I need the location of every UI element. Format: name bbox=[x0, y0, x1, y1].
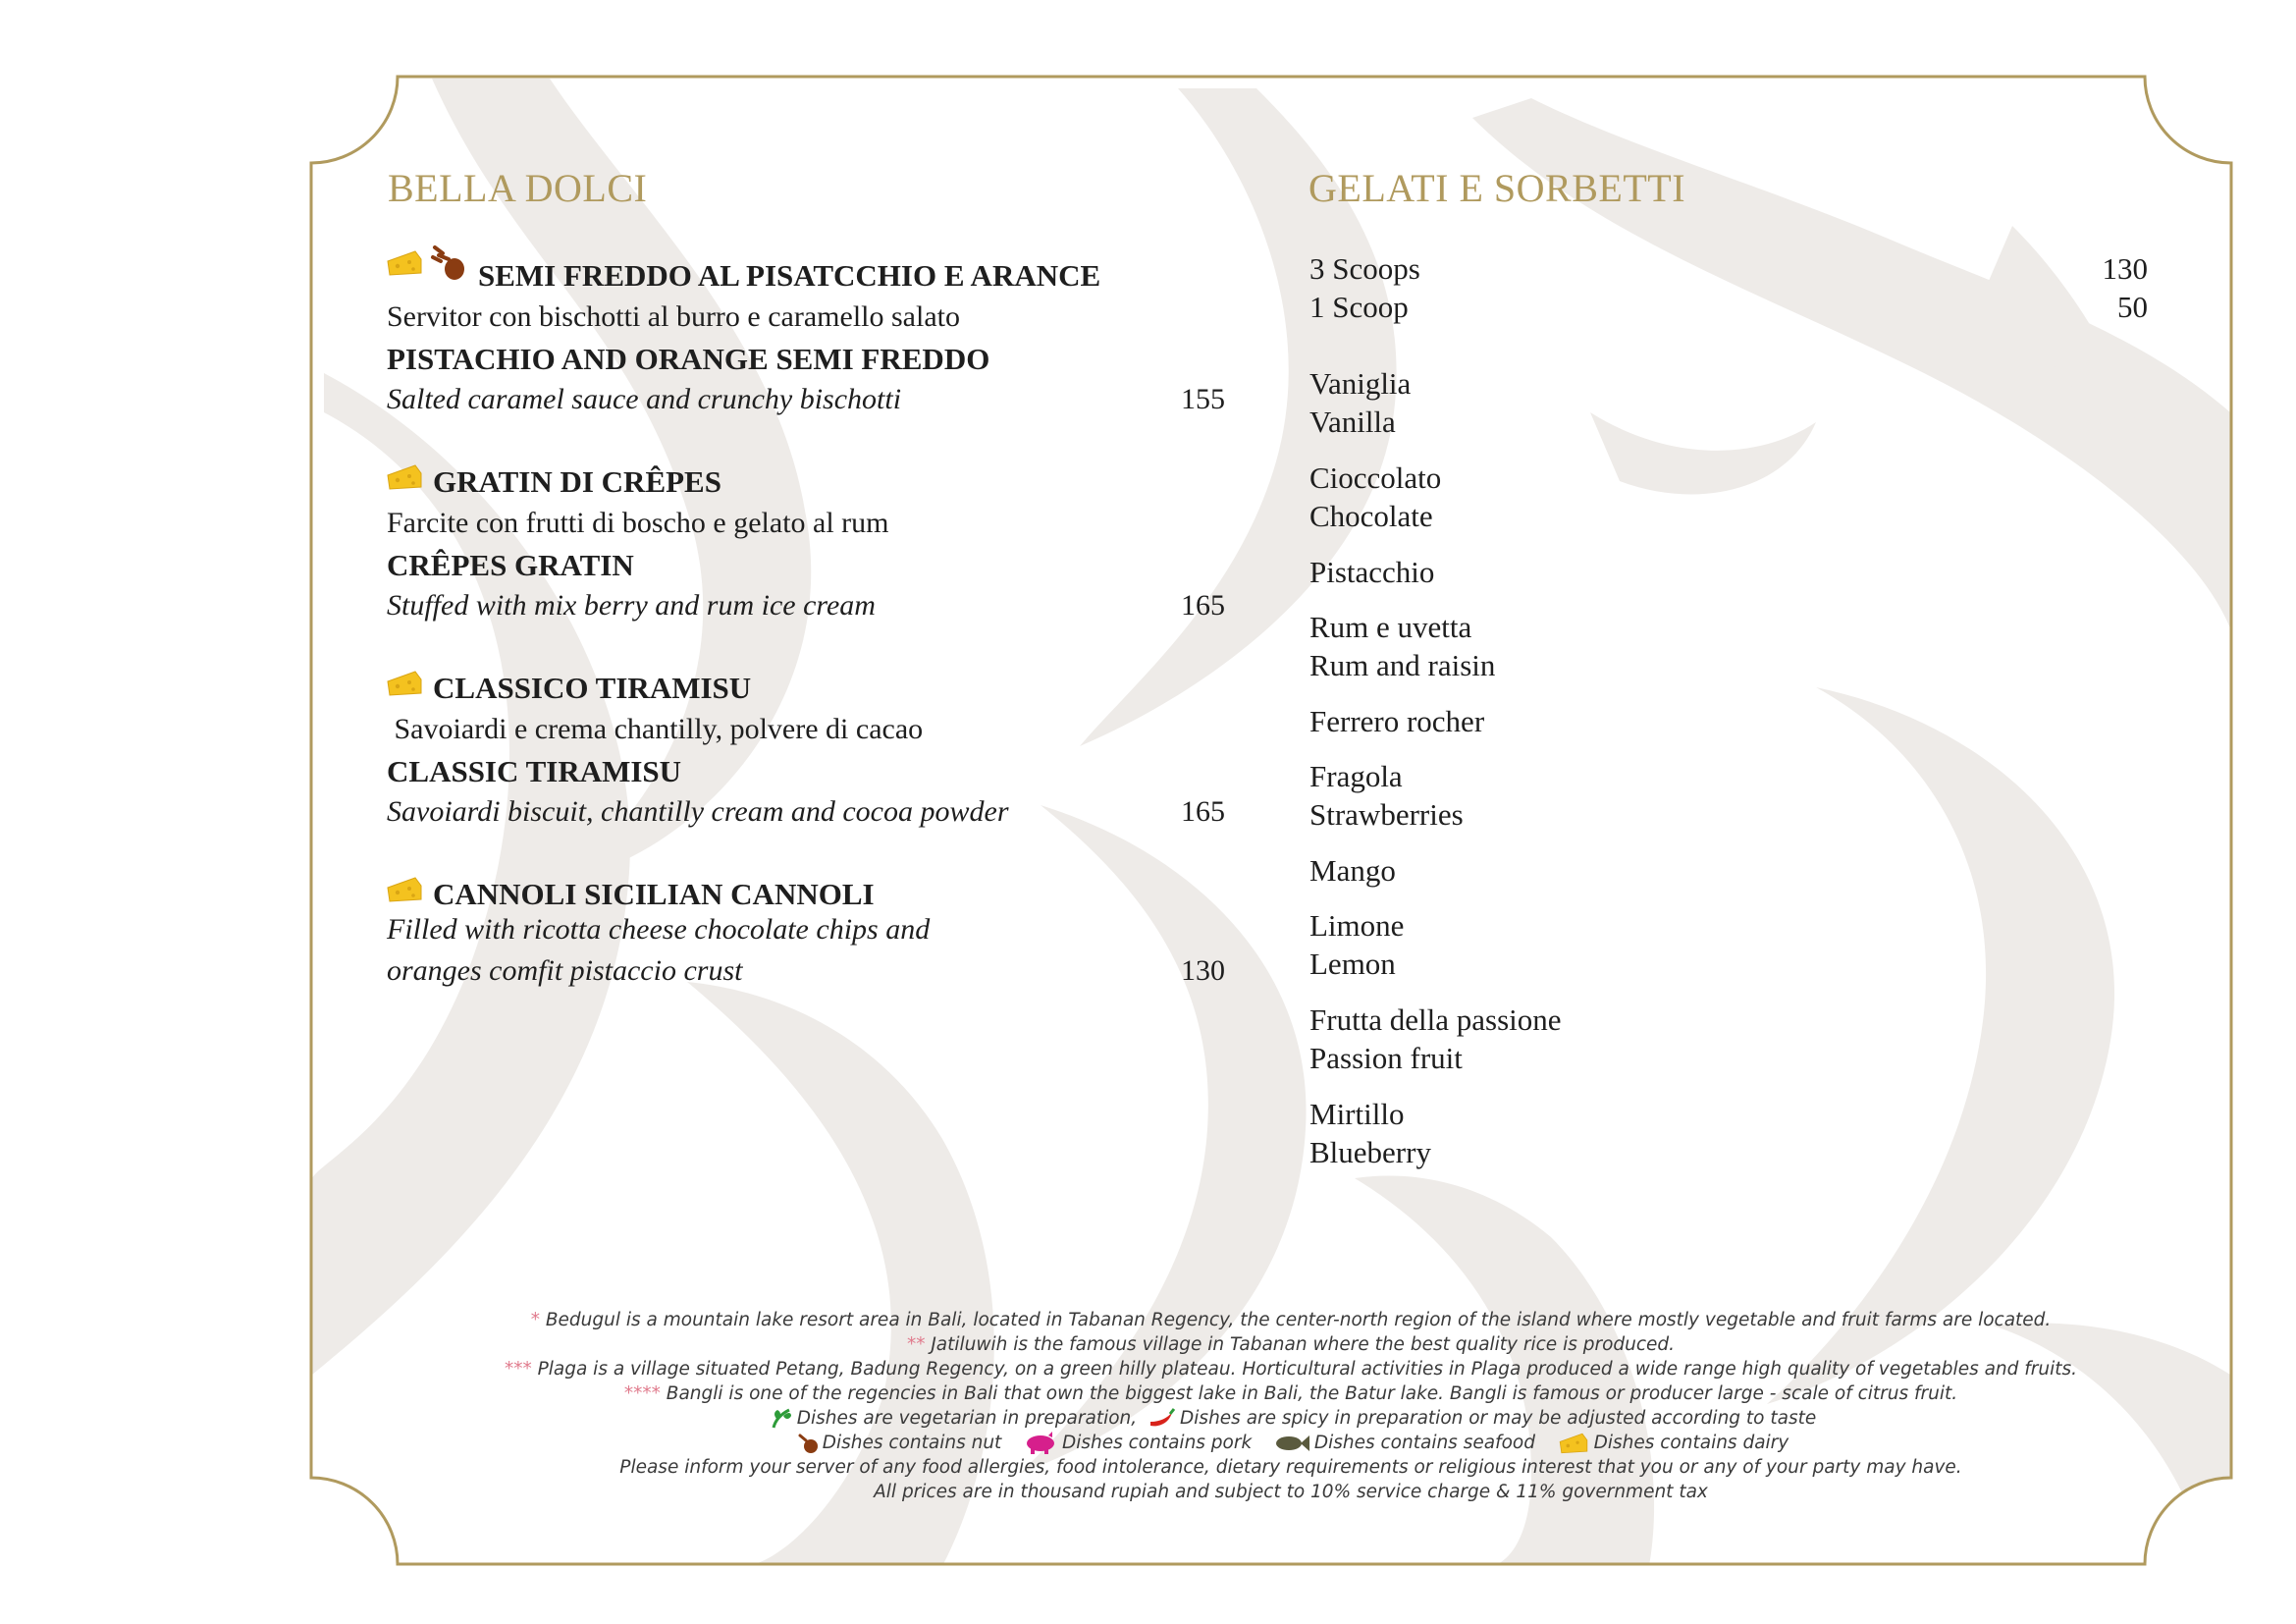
dish-english-description: oranges comfit pistaccio crust bbox=[387, 954, 743, 987]
cheese-icon bbox=[386, 247, 423, 279]
dish-english-title: CLASSIC TIRAMISU bbox=[387, 754, 682, 788]
dish-4-icons bbox=[386, 874, 423, 905]
dish-price: 165 bbox=[1181, 795, 1225, 828]
scoop-price: 50 bbox=[2117, 290, 2148, 324]
flavour-italian: Cioccolato bbox=[1309, 460, 1442, 495]
fish-icon bbox=[1273, 1433, 1310, 1454]
scoop-label: 1 Scoop bbox=[1309, 290, 1409, 324]
dish-1-icons bbox=[386, 244, 468, 287]
dish-price: 130 bbox=[1181, 954, 1225, 987]
footnote-bangli bbox=[324, 1381, 2258, 1406]
flavour-italian: Frutta della passione bbox=[1309, 1002, 1562, 1037]
footnote-text: Jatiluwih is the famous village in Tabanan where the best quality rice is produced. bbox=[925, 1334, 1676, 1355]
dish-english-description: Savoiardi biscuit, chantilly cream and cocoa powder bbox=[387, 795, 1009, 828]
section-heading-bella-dolci: BELLA DOLCI bbox=[388, 166, 648, 210]
asterisk: ** bbox=[906, 1334, 926, 1355]
dish-price: 155 bbox=[1181, 383, 1225, 415]
cheese-icon bbox=[386, 874, 423, 905]
footnote-text: Plaga is a village situated Petang, Badung Regency, on a green hilly plateau. Horticultural activities in Plaga produced a wide range high quality of vegetables and fruits. bbox=[531, 1359, 2078, 1380]
legend-line-2 bbox=[324, 1431, 2258, 1456]
vegetarian-icon bbox=[770, 1408, 793, 1430]
pig-icon bbox=[1023, 1432, 1058, 1455]
chili-icon bbox=[1147, 1408, 1176, 1430]
flavour-italian: Rum e uvetta bbox=[1309, 610, 1472, 644]
flavour-english: Passion fruit bbox=[1309, 1041, 1463, 1075]
dish-2-icons bbox=[386, 461, 423, 493]
flavour-italian: Pistacchio bbox=[1309, 555, 1435, 589]
flavour-english: Rum and raisin bbox=[1309, 648, 1496, 682]
legend-spicy: Dishes are spicy in preparation or may be adjusted according to taste bbox=[1180, 1408, 1817, 1429]
flavour-english: Vanilla bbox=[1309, 405, 1396, 439]
flavour-english: Chocolate bbox=[1309, 499, 1433, 533]
dish-title: GRATIN DI CRÊPES bbox=[433, 464, 721, 499]
dish-price: 165 bbox=[1181, 589, 1225, 622]
asterisk: *** bbox=[504, 1359, 532, 1380]
legend-dairy: Dishes contains dairy bbox=[1593, 1433, 1789, 1453]
dish-english-description: Filled with ricotta cheese chocolate chips and bbox=[387, 913, 931, 946]
footnote-text: Bedugul is a mountain lake resort area in Bali, located in Tabanan Regency, the center-north region of the island where mostly vegetable and fruit farms are located. bbox=[539, 1310, 2052, 1330]
flavour-italian: Ferrero rocher bbox=[1309, 704, 1485, 738]
legend-vegetarian: Dishes are vegetarian in preparation, bbox=[796, 1408, 1138, 1429]
legend-nut: Dishes contains nut bbox=[822, 1433, 1002, 1453]
flavour-english: Strawberries bbox=[1309, 797, 1464, 832]
price-notice: All prices are in thousand rupiah and subject to 10% service charge & 11% government tax bbox=[874, 1482, 1708, 1502]
legend-pork: Dishes contains pork bbox=[1061, 1433, 1253, 1453]
flavour-italian: Fragola bbox=[1309, 759, 1403, 793]
dish-title: CLASSICO TIRAMISU bbox=[433, 671, 752, 705]
legend-seafood: Dishes contains seafood bbox=[1313, 1433, 1535, 1453]
scoop-label: 3 Scoops bbox=[1309, 251, 1420, 286]
flavour-italian: Limone bbox=[1309, 908, 1405, 943]
dish-english-title: CRÊPES GRATIN bbox=[387, 548, 634, 582]
legend-line-1 bbox=[324, 1406, 2258, 1431]
dish-italian-description: Savoiardi e crema chantilly, polvere di cacao bbox=[387, 713, 924, 745]
flavour-english: Lemon bbox=[1309, 947, 1396, 981]
asterisk: * bbox=[530, 1310, 540, 1330]
nut-icon bbox=[427, 244, 468, 283]
dish-title: CANNOLI SICILIAN CANNOLI bbox=[433, 877, 875, 911]
dish-title: SEMI FREDDO AL PISATCCHIO E ARANCE bbox=[478, 258, 1101, 293]
allergy-notice: Please inform your server of any food allergies, food intolerance, dietary requirements or religious interest that you or any of your party may have. bbox=[619, 1457, 1962, 1478]
dish-italian-description: Servitor con bischotti al burro e caramello salato bbox=[387, 300, 960, 333]
cheese-icon bbox=[1557, 1431, 1590, 1456]
nut-icon bbox=[797, 1433, 819, 1454]
dish-english-description: Stuffed with mix berry and rum ice cream bbox=[387, 589, 876, 622]
footnote-bedugul bbox=[324, 1308, 2258, 1332]
dish-english-title: PISTACHIO AND ORANGE SEMI FREDDO bbox=[387, 342, 990, 376]
footnote-plaga bbox=[324, 1357, 2258, 1381]
dish-english-description: Salted caramel sauce and crunchy bischotti bbox=[387, 383, 902, 415]
cheese-icon bbox=[386, 461, 423, 493]
footnote-text: Bangli is one of the regencies in Bali that own the biggest lake in Bali, the Batur lake. Bangli is famous or producer large - scale of citrus fruit. bbox=[660, 1383, 1958, 1404]
flavour-italian: Vaniglia bbox=[1309, 366, 1412, 401]
flavour-italian: Mirtillo bbox=[1309, 1097, 1405, 1131]
flavour-english: Blueberry bbox=[1309, 1135, 1431, 1169]
asterisk: **** bbox=[623, 1383, 661, 1404]
flavour-italian: Mango bbox=[1309, 853, 1396, 888]
dish-italian-description: Farcite con frutti di boscho e gelato al rum bbox=[387, 507, 889, 539]
section-heading-gelati: GELATI E SORBETTI bbox=[1308, 166, 1686, 210]
footnote-jatiluwih bbox=[324, 1332, 2258, 1357]
scoop-price: 130 bbox=[2102, 251, 2148, 286]
cheese-icon bbox=[386, 668, 423, 699]
dish-3-icons bbox=[386, 668, 423, 699]
